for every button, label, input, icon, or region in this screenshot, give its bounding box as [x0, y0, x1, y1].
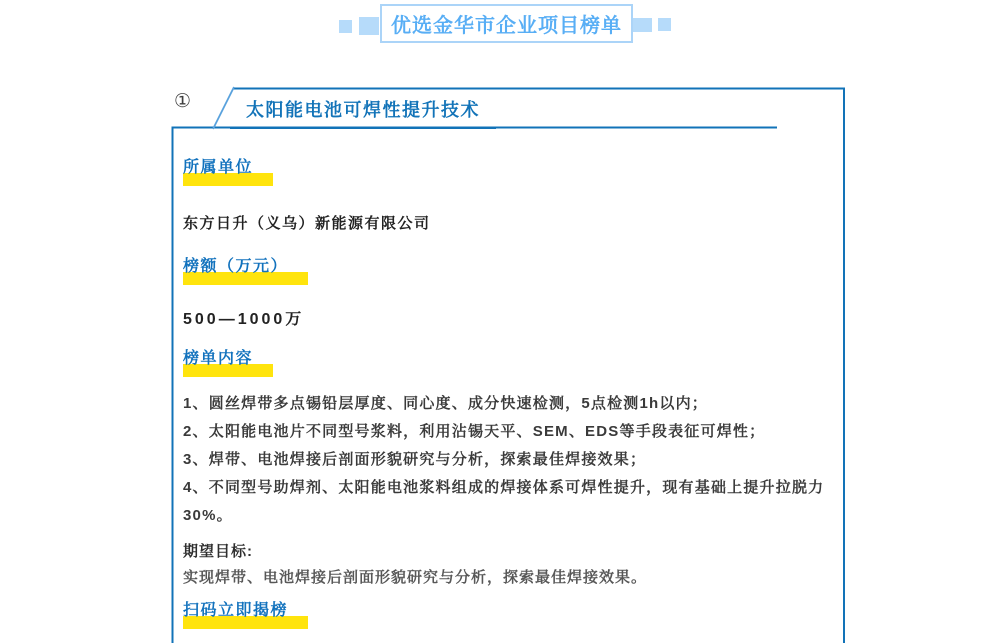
unit-heading-label: 所属单位 — [183, 159, 254, 176]
amount-heading — [183, 257, 288, 277]
card-top-right-border — [234, 89, 845, 643]
unit-heading — [183, 158, 253, 178]
item-number: ① — [174, 91, 192, 112]
project-title-wrap — [230, 96, 496, 129]
content-list-item: 1、圆丝焊带多点锡铅层厚度、同心度、成分快速检测，5点检测1h以内； — [183, 395, 708, 412]
amount-heading-label: 榜额（万元） — [183, 258, 289, 275]
content-list-item: 4、不同型号助焊剂、太阳能电池浆料组成的焊接体系可焊性提升，现有基础上提升拉脱力30%。 — [183, 479, 825, 524]
content-list-item: 3、焊带、电池焊接后剖面形貌研究与分析，探索最佳焊接效果； — [183, 451, 647, 468]
banner-deco-square-right-outer — [658, 18, 671, 31]
content-list — [183, 390, 843, 530]
banner-title-box — [380, 4, 633, 43]
banner-deco-square-left-inner — [359, 17, 379, 35]
goal-heading: 期望目标: — [183, 543, 253, 560]
content-heading-label: 榜单内容 — [183, 350, 254, 367]
cta-heading — [183, 601, 288, 621]
banner-deco-square-right-inner — [633, 18, 652, 32]
project-title: 太阳能电池可焊性提升技术 — [230, 96, 496, 129]
amount-value: 500—1000万 — [183, 311, 305, 328]
banner-title: 优选金华市企业项目榜单 — [391, 15, 622, 37]
content-heading — [183, 349, 253, 369]
content-list-item: 2、太阳能电池片不同型号浆料，利用沾锡天平、SEM、EDS等手段表征可焊性； — [183, 423, 766, 440]
goal-text: 实现焊带、电池焊接后剖面形貌研究与分析，探索最佳焊接效果。 — [183, 569, 648, 586]
cta-heading-label: 扫码立即揭榜 — [183, 602, 289, 619]
unit-name: 东方日升（义乌）新能源有限公司 — [183, 215, 431, 232]
banner-deco-square-left-outer — [339, 20, 352, 33]
